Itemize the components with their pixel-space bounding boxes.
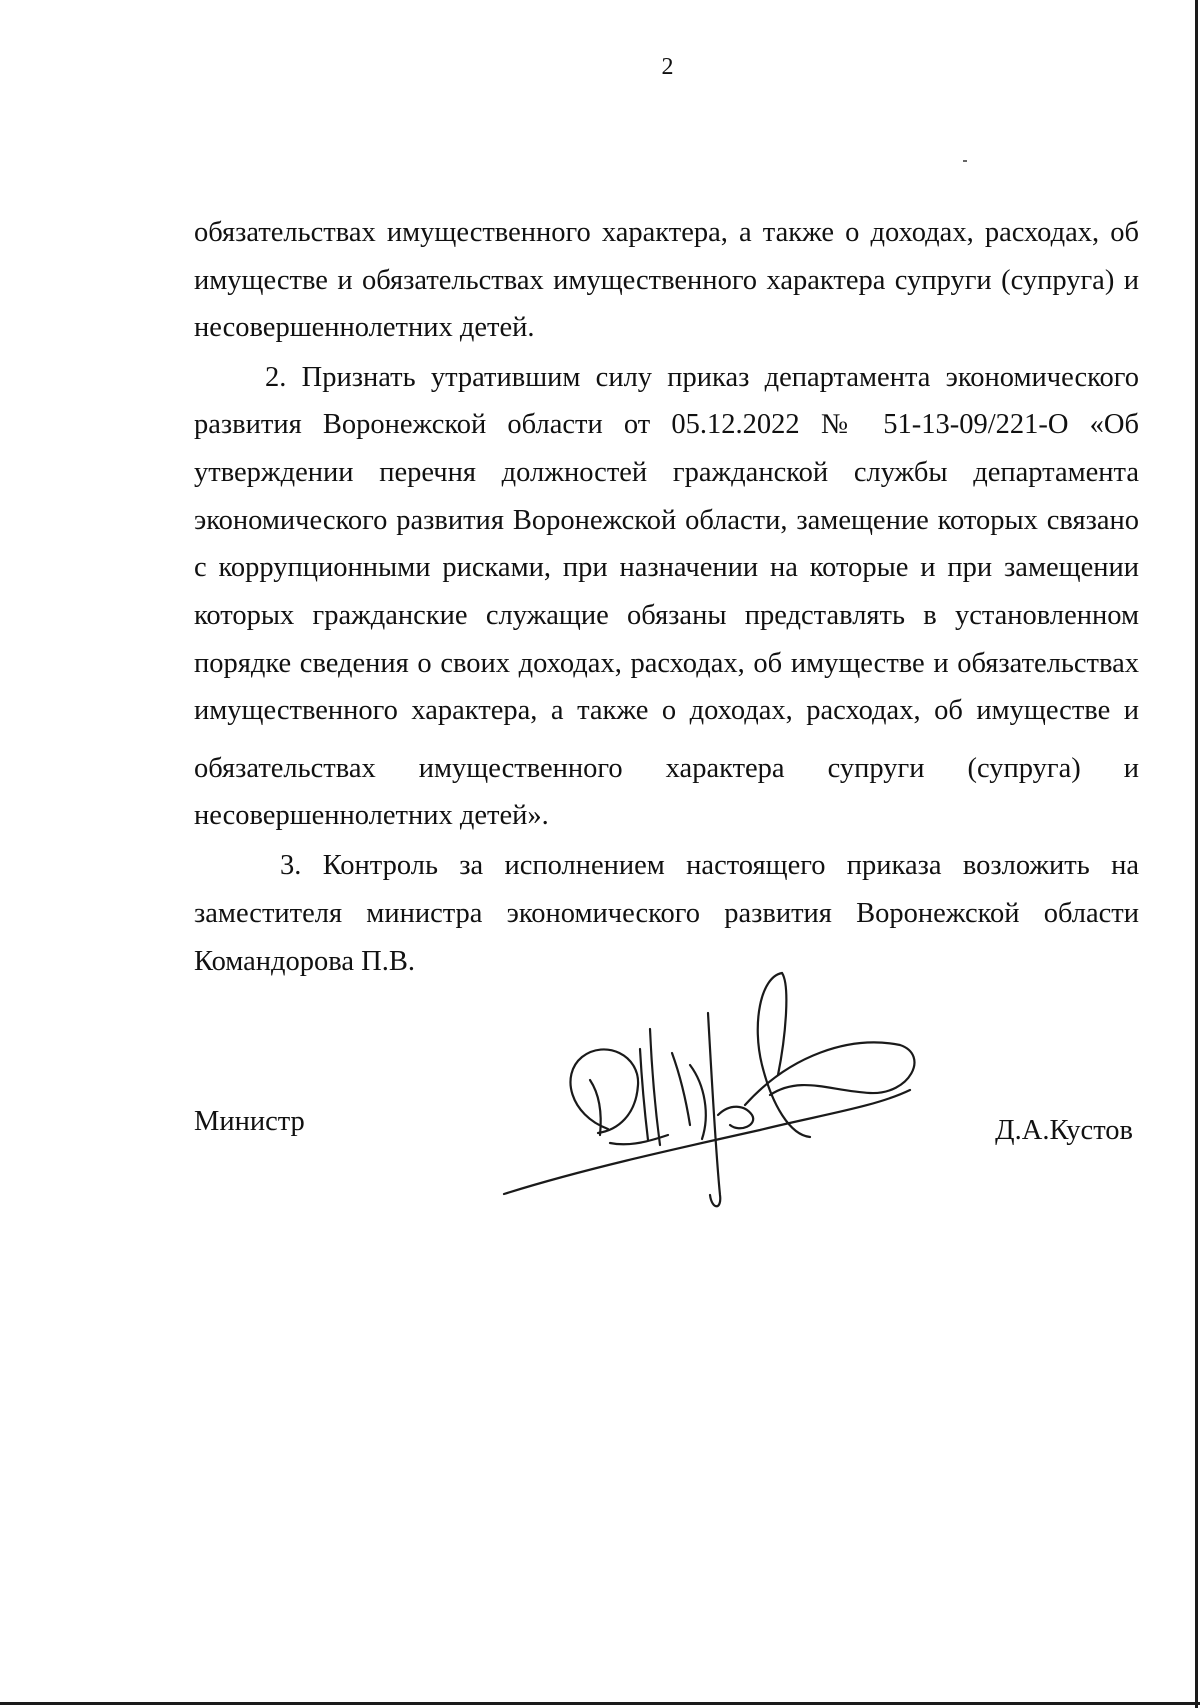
item-2-line-8: имущественного характера, а также о доходах, расходах, об имуществе и [194, 695, 1139, 726]
scan-border-right [1195, 0, 1198, 1708]
handwritten-signature [490, 965, 940, 1215]
item-2-line-4: экономического развития Воронежской области, замещение которых связано [194, 505, 1139, 536]
paragraph-1-line-3: несовершеннолетних детей. [194, 312, 535, 343]
signatory-title: Министр [194, 1106, 305, 1137]
scan-speck [963, 160, 967, 162]
item-2-line-1: 2. Признать утратившим силу приказ департамента экономического [265, 362, 1139, 393]
item-3-line-1: 3. Контроль за исполнением настоящего приказа возложить на [280, 850, 1139, 881]
page-number: 2 [661, 54, 674, 80]
signatory-name: Д.А.Кустов [995, 1115, 1133, 1146]
item-3-line-2: заместителя министра экономического развития Воронежской области [194, 898, 1139, 929]
item-2-line-5: с коррупционными рисками, при назначении на которые и при замещении [194, 552, 1139, 583]
item-2-line-10: несовершеннолетних детей». [194, 800, 549, 831]
item-2-line-3: утверждении перечня должностей гражданской службы департамента [194, 457, 1139, 488]
scan-border-bottom [0, 1702, 1200, 1705]
item-2-line-2: развития Воронежской области от 05.12.2022 № 51-13-09/221-О «Об [194, 409, 1139, 440]
paragraph-1-line-1: обязательствах имущественного характера, а также о доходах, расходах, об [194, 217, 1139, 248]
item-2-line-9: обязательствах имущественного характера супруги (супруга) и [194, 753, 1139, 784]
item-2-line-7: порядке сведения о своих доходах, расходах, об имуществе и обязательствах [194, 648, 1139, 679]
item-2-line-6: которых гражданские служащие обязаны представлять в установленном [194, 600, 1139, 631]
item-3-line-3: Командорова П.В. [194, 946, 415, 977]
paragraph-1-line-2: имуществе и обязательствах имущественного характера супруги (супруга) и [194, 265, 1139, 296]
